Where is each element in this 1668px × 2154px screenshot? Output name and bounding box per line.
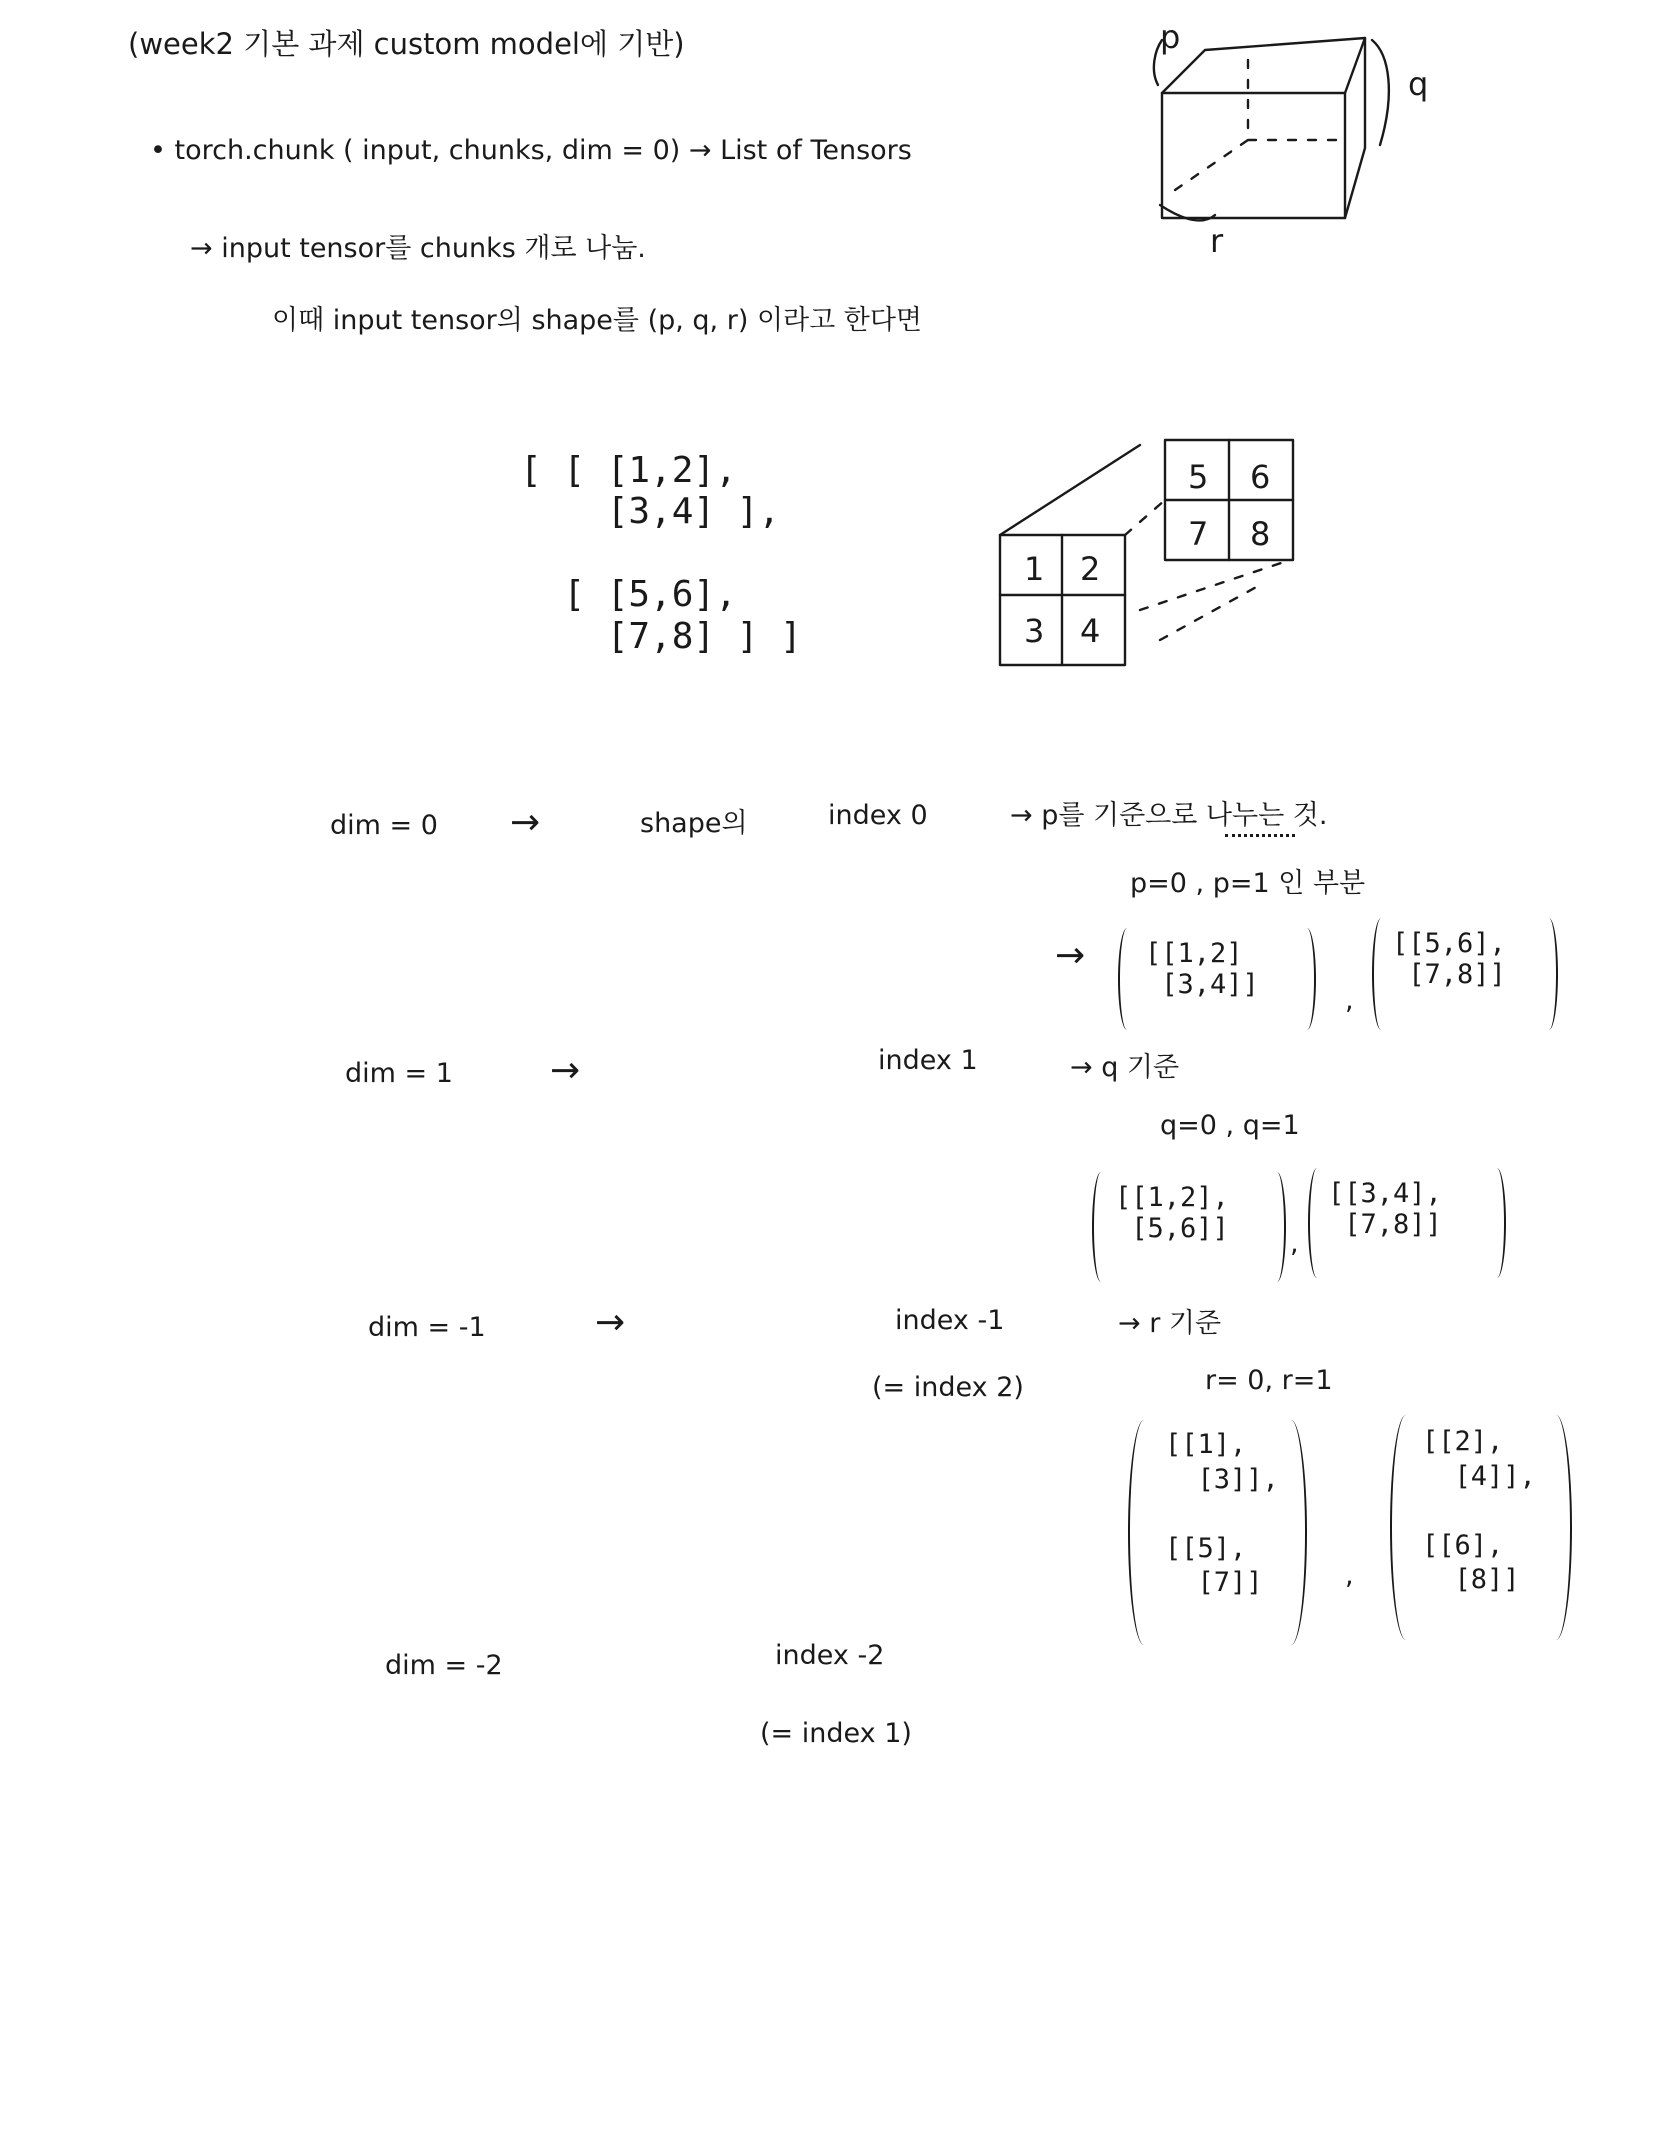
dim-neg1-chunk-a-close (1275, 1420, 1307, 1645)
dim1-chunk-a-open (1092, 1172, 1110, 1282)
dim0-chunk-b-close (1540, 918, 1558, 1030)
dim0-arrow: → (510, 802, 541, 843)
dim1-separator: , (1290, 1228, 1299, 1259)
back-cell-6: 6 (1250, 458, 1271, 496)
dim-neg1-result: → r 기준 (1118, 1308, 1222, 1339)
dim0-shape-text: shape의 (640, 808, 748, 839)
dim0-result-arrow: → (1055, 935, 1086, 976)
dim1-parts: q=0 , q=1 (1160, 1110, 1300, 1141)
dim-neg1-chunk-a: [[1], [3]], [[5], [7]] (1165, 1429, 1279, 1599)
dim1-label: dim = 1 (345, 1058, 453, 1089)
cube-label-r: r (1210, 222, 1224, 260)
cube-label-q: q (1408, 65, 1429, 103)
dim-neg1-parts: r= 0, r=1 (1205, 1365, 1333, 1396)
dim1-chunk-b-close (1488, 1168, 1506, 1278)
note-title: (week2 기본 과제 custom model에 기반) (128, 27, 685, 61)
shape-explanation: 이때 input tensor의 shape를 (p, q, r) 이라고 한다면 (272, 305, 923, 336)
dim0-parts: p=0 , p=1 인 부분 (1130, 868, 1366, 899)
example-tensor: [ [ [1,2], [3,4] ], [ [5,6], [7,8] ] ] (520, 450, 802, 657)
dim0-underline (1225, 826, 1295, 837)
dim-neg1-index: index -1 (895, 1305, 1005, 1336)
cube-label-p: p (1160, 18, 1181, 56)
dim-neg1-chunk-b-close (1540, 1415, 1572, 1640)
dim1-chunk-a: [[1,2], [5,6]] (1115, 1182, 1229, 1245)
dim1-chunk-b: [[3,4], [7,8]] (1328, 1178, 1442, 1241)
dim0-chunk-a-open (1118, 928, 1136, 1030)
dim-neg1-arrow: → (595, 1302, 626, 1343)
dim-neg1-label: dim = -1 (368, 1312, 486, 1343)
dim0-chunk-b: [[5,6], [7,8]] (1392, 928, 1506, 991)
dim1-index: index 1 (878, 1045, 978, 1076)
chunk-signature: • torch.chunk ( input, chunks, dim = 0) → List of Tensors (150, 135, 912, 166)
dim1-arrow: → (550, 1050, 581, 1091)
dim0-chunk-a-close (1298, 928, 1316, 1030)
dim-neg1-index-note: (= index 2) (872, 1372, 1024, 1403)
dim0-label: dim = 0 (330, 810, 438, 841)
dim0-index: index 0 (828, 800, 928, 831)
back-cell-5: 5 (1188, 458, 1209, 496)
dim-neg1-separator: , (1345, 1560, 1354, 1591)
dim0-chunk-a: [[1,2] [3,4]] (1145, 938, 1259, 1001)
front-cell-1: 1 (1024, 550, 1045, 588)
dim-neg2-label: dim = -2 (385, 1650, 503, 1681)
back-cell-8: 8 (1250, 515, 1271, 553)
back-cell-7: 7 (1188, 515, 1209, 553)
front-cell-2: 2 (1080, 550, 1101, 588)
dim1-chunk-a-close (1268, 1172, 1286, 1282)
dim0-separator: , (1345, 985, 1354, 1016)
dim-neg1-chunk-b: [[2], [4]], [[6], [8]] (1422, 1426, 1536, 1596)
dim-neg1-chunk-a-open (1128, 1420, 1160, 1645)
dim0-result: → p를 기준으로 나누는 것. (1010, 800, 1328, 831)
chunk-explanation: → input tensor를 chunks 개로 나눔. (190, 233, 646, 264)
dim1-chunk-b-open (1308, 1168, 1326, 1278)
dim-neg2-index-note: (= index 1) (760, 1718, 912, 1749)
dim-neg1-chunk-b-open (1390, 1415, 1422, 1640)
dim1-result: → q 기준 (1070, 1052, 1180, 1083)
front-cell-3: 3 (1024, 612, 1045, 650)
dim-neg2-index: index -2 (775, 1640, 885, 1671)
dim0-chunk-b-open (1372, 918, 1390, 1030)
front-cell-4: 4 (1080, 612, 1101, 650)
